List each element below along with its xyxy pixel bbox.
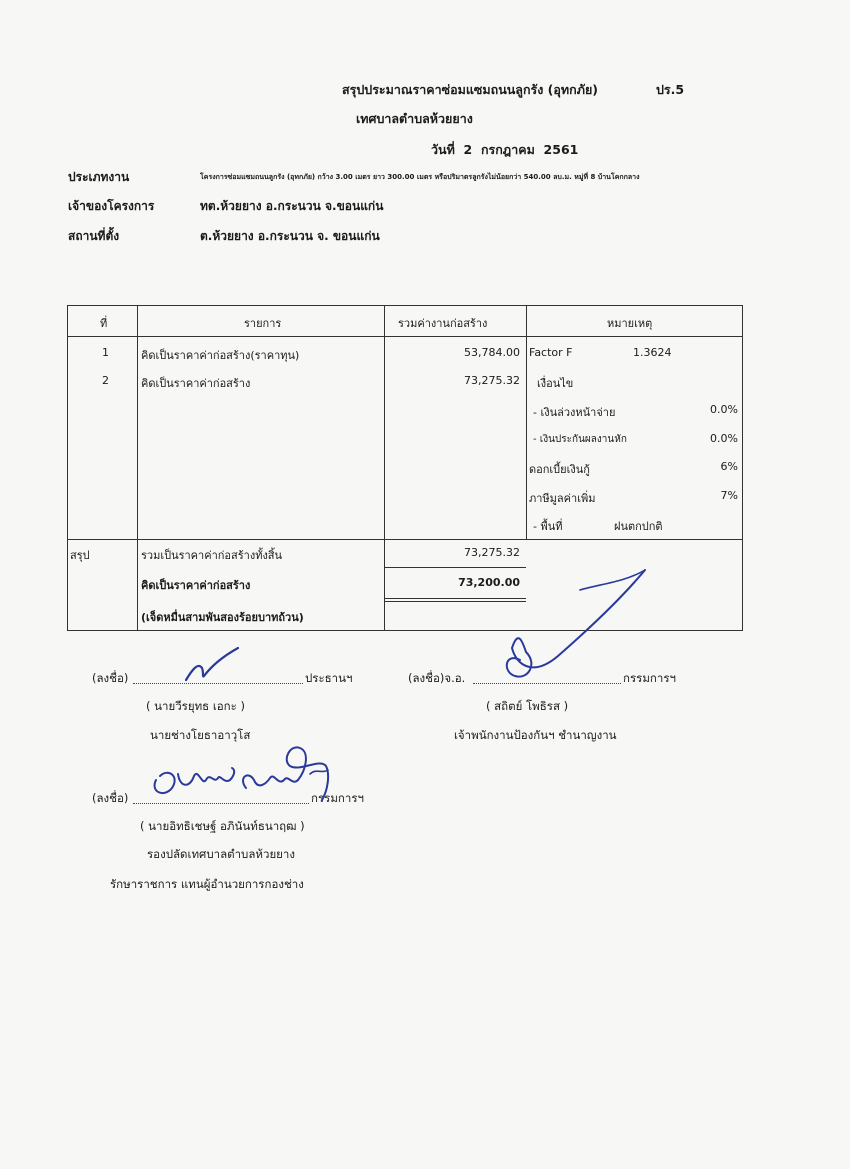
- sig1-prefix: (ลงชื่อ): [92, 671, 129, 685]
- project-type-value: โครงการซ่อมแซมถนนลูกรัง (อุทกภัย) กว้าง 3.00 เมตร ยาว 300.00 เมตร หรือปริมาตรลูกรังไม่น้อยกว่า 540.00 ลบ.ม. หมู่ที่ 8 บ้านโคกกลาง: [200, 173, 640, 181]
- date-month: กรกฎาคม: [480, 142, 535, 157]
- document-date: [431, 140, 578, 160]
- row-2-item: คิดเป็นราคาค่าก่อสร้าง: [141, 377, 251, 390]
- final-cost-words: (เจ็ดหมื่นสามพันสองร้อยบาทถ้วน): [141, 611, 304, 624]
- date-label: วันที่: [431, 142, 455, 157]
- interest-label: ดอกเบี้ยเงินกู้: [529, 463, 590, 476]
- final-cost-value: 73,200.00: [458, 576, 520, 589]
- summary-label: สรุป: [70, 549, 90, 562]
- sig3-prefix: (ลงชื่อ): [92, 791, 129, 805]
- signature-2-mark: [460, 560, 660, 690]
- row-2-no: 2: [102, 374, 109, 387]
- sig3-position: รองปลัดเทศบาลตำบลห้วยยาง: [147, 847, 295, 861]
- sig1-name: ( นายวีรยุทธ เอกะ ): [146, 699, 245, 713]
- table-divider: [67, 539, 743, 540]
- row-1-no: 1: [102, 346, 109, 359]
- advance-value: 0.0%: [710, 403, 738, 416]
- row-2-cost: 73,275.32: [464, 374, 520, 387]
- area-value: ฝนตกปกติ: [614, 520, 663, 533]
- table-divider: [137, 305, 138, 631]
- sig2-name: ( สถิตย์ โพธิรส ): [486, 699, 569, 713]
- table-divider: [67, 336, 743, 337]
- final-cost-label: คิดเป็นราคาค่าก่อสร้าง: [141, 579, 251, 592]
- header-item: รายการ: [244, 317, 282, 330]
- conditions-label: เงื่อนไข: [537, 377, 574, 390]
- header-cost: รวมค่างานก่อสร้าง: [398, 317, 488, 330]
- sig2-role: กรรมการฯ: [623, 671, 676, 685]
- table-divider: [384, 305, 385, 631]
- sig1-position: นายช่างโยธาอาวุโส: [150, 728, 251, 742]
- sig2-position: เจ้าพนักงานป้องกันฯ ชำนาญงาน: [454, 728, 617, 742]
- agency-name: เทศบาลตำบลห้วยยาง: [356, 111, 473, 126]
- signature-1-mark: [180, 640, 260, 690]
- sig1-role: ประธานฯ: [305, 671, 353, 685]
- date-day: 2: [463, 142, 473, 157]
- project-type-label: ประเภทงาน: [68, 170, 130, 184]
- date-year: 2561: [543, 142, 579, 157]
- summary-total-value: 73,275.32: [464, 546, 520, 559]
- header-no: ที่: [100, 317, 108, 330]
- owner-label: เจ้าของโครงการ: [68, 199, 155, 213]
- area-label: - พื้นที่: [533, 520, 563, 533]
- sig2-prefix: (ลงชื่อ)จ.อ.: [408, 671, 466, 685]
- factor-label: Factor F: [529, 346, 573, 359]
- document-title: สรุปประมาณราคาซ่อมแซมถนนลูกรัง (อุทกภัย): [342, 82, 598, 97]
- signature-3-mark: [150, 740, 370, 810]
- table-divider: [526, 305, 527, 540]
- retention-label: - เงินประกันผลงานหัก: [533, 434, 627, 445]
- factor-value: 1.3624: [633, 346, 672, 359]
- sig3-role: กรรมการฯ: [311, 791, 364, 805]
- header-note: หมายเหตุ: [607, 317, 653, 330]
- vat-value: 7%: [720, 489, 738, 502]
- owner-value: ทต.ห้วยยาง อ.กระนวน จ.ขอนแก่น: [200, 199, 384, 213]
- location-label: สถานที่ตั้ง: [68, 229, 120, 243]
- sig3-name: ( นายอิทธิเชษฐ์ อภินันท์ธนาฤฒ ): [140, 819, 305, 833]
- summary-total-label: รวมเป็นราคาค่าก่อสร้างทั้งสิ้น: [141, 549, 283, 562]
- row-1-cost: 53,784.00: [464, 346, 520, 359]
- form-code: ปร.5: [656, 82, 685, 97]
- retention-value: 0.0%: [710, 432, 738, 445]
- sig3-position-2: รักษาราชการ แทนผู้อำนวยการกองช่าง: [110, 877, 304, 891]
- row-1-item: คิดเป็นราคาค่าก่อสร้าง(ราคาทุน): [141, 349, 300, 362]
- advance-label: - เงินล่วงหน้าจ่าย: [533, 406, 616, 419]
- interest-value: 6%: [720, 460, 738, 473]
- location-value: ต.ห้วยยาง อ.กระนวน จ. ขอนแก่น: [200, 229, 380, 243]
- vat-label: ภาษีมูลค่าเพิ่ม: [529, 492, 596, 505]
